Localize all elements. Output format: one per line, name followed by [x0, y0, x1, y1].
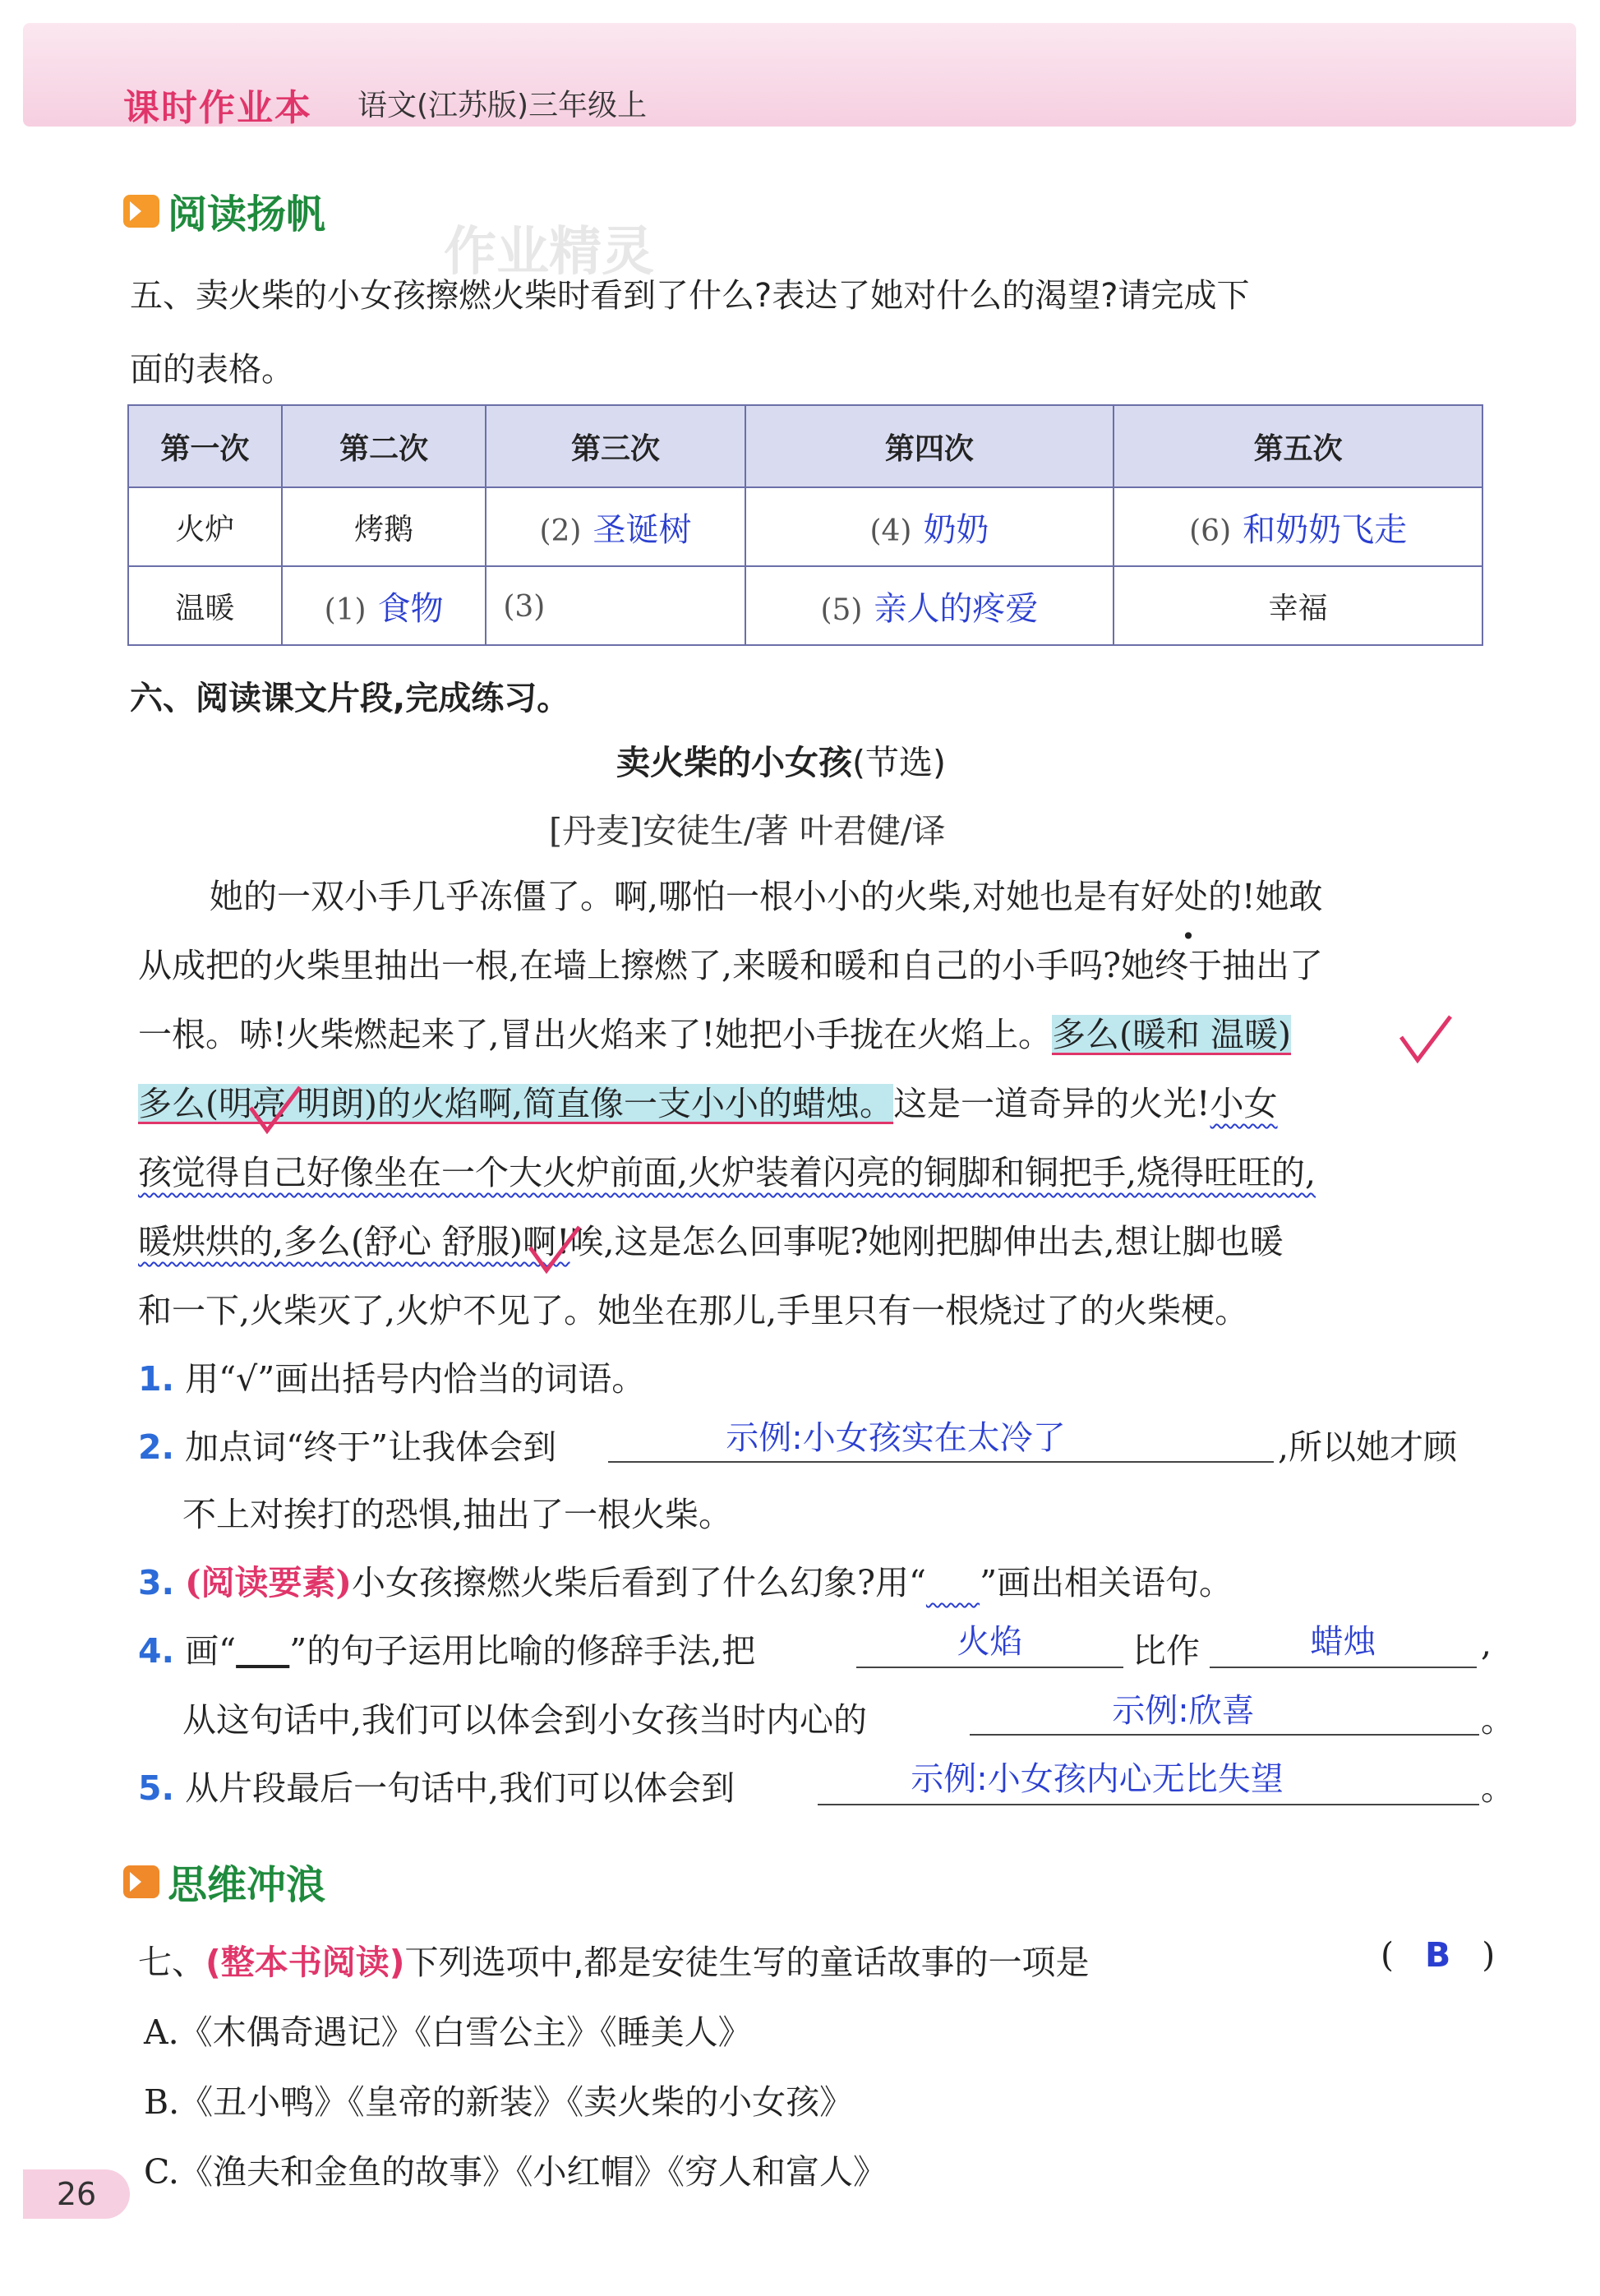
answer-line[interactable] [856, 1667, 1123, 1668]
q5-table [127, 404, 1483, 646]
table-row [128, 487, 1482, 566]
passage-author: [丹麦]安徒生/著 叶君健/译 [549, 811, 946, 851]
answer-line[interactable] [1210, 1667, 1477, 1668]
answer-text: 亲人的疼爱 [874, 589, 1039, 628]
item-5-end: 。 [1481, 1768, 1515, 1808]
passage-line: 从成把的火柴里抽出一根,在墙上擦燃了,来暖和暖和自己的小手吗?她终于抽出了 [138, 946, 1324, 985]
table-header: 第五次 [1114, 405, 1482, 487]
q7-question: 七、(整本书阅读)下列选项中,都是安徒生写的童话故事的一项是 [138, 1943, 1090, 1982]
item-2-cont: 不上对挨打的恐惧,抽出了一根火柴。 [182, 1495, 733, 1534]
item-4-cont: 从这句话中,我们可以体会到小女孩当时内心的 [182, 1700, 868, 1740]
table-cell[interactable]: (6) 和奶奶飞走 [1114, 487, 1482, 566]
q5-line1: 五、卖火柴的小女孩擦燃火柴时看到了什么?表达了她对什么的渴望?请完成下 [130, 277, 1250, 315]
answer-text: 圣诞树 [593, 510, 692, 549]
table-cell[interactable]: (5) 亲人的疼爱 [745, 566, 1114, 645]
table-row [128, 566, 1482, 645]
table-header-row [128, 405, 1482, 487]
option-b[interactable]: B.《丑小鸭》《皇帝的新装》《卖火柴的小女孩》 [144, 2082, 854, 2122]
checkmark-icon [1397, 1012, 1455, 1070]
section-wave-icon [123, 1865, 159, 1898]
item-2: 2. 加点词“终于”让我体会到 [138, 1427, 557, 1467]
answer-line[interactable] [608, 1461, 1274, 1463]
item-3: 3. (阅读要素)小女孩擦燃火柴后看到了什么幻象?用“ ”画出相关语句。 [138, 1563, 1233, 1602]
watermark: 作业精灵 [444, 222, 654, 283]
passage-line: 暖烘烘的,多么(舒心 舒服)啊!唉,这是怎么回事呢?她刚把脚伸出去,想让脚也暖 [138, 1222, 1284, 1261]
dotted-word: 终于 [1155, 946, 1223, 985]
page-number: 26 [23, 2169, 130, 2219]
section-flag-icon [123, 195, 159, 228]
answer-text: 食物 [377, 589, 444, 628]
passage-line: 和一下,火柴灭了,火炉不见了。她坐在那儿,手里只有一根烧过了的火柴梗。 [138, 1291, 1249, 1330]
table-header: 第一次 [128, 405, 282, 487]
answer-text: 示例:小女孩内心无比失望 [911, 1760, 1284, 1798]
table-header: 第三次 [486, 405, 745, 487]
passage-line [138, 1146, 1316, 1194]
passage-line: 一根。哧!火柴燃起来了,冒出火焰来了!她把小手拢在火焰上。多么(暖和 温暖) [138, 1015, 1292, 1054]
answer-text: 奶奶 [923, 510, 989, 549]
answer-text: 和奶奶飞走 [1243, 510, 1408, 549]
brand-title: 课时作业本 [123, 87, 312, 129]
simile-underline: 多么(明亮 明朗)的火焰啊,简直像一支小小的蜡烛。 [138, 1084, 894, 1123]
table-header: 第二次 [282, 405, 486, 487]
wavy-underline: 暖烘烘的,多么(舒心 舒服)啊! [138, 1222, 570, 1261]
passage-title: 卖火柴的小女孩(节选) [616, 743, 946, 782]
table-cell[interactable]: (2) 圣诞树 [486, 487, 745, 566]
section-reading-title: 阅读扬帆 [123, 182, 325, 239]
table-cell: 温暖 [128, 566, 282, 645]
answer-text: B [1425, 1935, 1451, 1975]
item-1: 1. 用“√”画出括号内恰当的词语。 [138, 1359, 646, 1399]
book-subtitle: 语文(江苏版)三年级上 [357, 89, 648, 122]
table-cell[interactable]: (1) 食物 [282, 566, 486, 645]
checkmark-icon [526, 1223, 583, 1280]
answer-text: 示例:欣喜 [1112, 1692, 1255, 1730]
q5-line2: 面的表格。 [130, 351, 294, 389]
q6-heading: 六、阅读课文片段,完成练习。 [130, 680, 570, 717]
item-4-comma: , [1481, 1624, 1492, 1663]
item-2-tail: ,所以她才顾 [1278, 1427, 1458, 1467]
table-cell[interactable]: (4) 奶奶 [745, 487, 1114, 566]
q7-answer[interactable]: ( B ) [1381, 1935, 1496, 1975]
table-cell: 烤鹅 [282, 487, 486, 566]
item-4: 4. 画“ ”的句子运用比喻的修辞手法,把 [138, 1631, 756, 1671]
simile-underline: 多么(暖和 温暖) [1051, 1015, 1292, 1054]
table-cell: 火炉 [128, 487, 282, 566]
answer-text: 示例:小女孩实在太冷了 [726, 1419, 1066, 1457]
option-c[interactable]: C.《渔夫和金鱼的故事》《小红帽》《穷人和富人》 [144, 2152, 887, 2192]
table-cell[interactable]: (3) [486, 566, 745, 645]
wavy-underline: 小女 [1210, 1084, 1278, 1123]
item-4-end: 。 [1481, 1700, 1515, 1740]
answer-text: 火焰 [957, 1623, 1023, 1661]
answer-line[interactable] [818, 1804, 1479, 1805]
table-cell: 幸福 [1114, 566, 1482, 645]
answer-text: 蜡烛 [1310, 1623, 1376, 1661]
passage-line: 多么(明亮 明朗)的火焰啊,简直像一支小小的蜡烛。这是一道奇异的火光!小女 [138, 1084, 1278, 1123]
item-4-mid: 比作 [1132, 1631, 1200, 1671]
checkmark-icon [247, 1083, 304, 1141]
answer-line[interactable] [970, 1734, 1479, 1736]
option-a[interactable]: A.《木偶奇遇记》《白雪公主》《睡美人》 [144, 2012, 752, 2052]
table-header: 第四次 [745, 405, 1114, 487]
wavy-underline: 孩觉得自己好像坐在一个大火炉前面,火炉装着闪亮的铜脚和铜把手,烧得旺旺的, [138, 1153, 1316, 1192]
section-thinking-title: 思维冲浪 [123, 1853, 325, 1910]
item-5: 5. 从片段最后一句话中,我们可以体会到 [138, 1768, 735, 1808]
passage-line: 她的一双小手几乎冻僵了。啊,哪怕一根小小的火柴,对她也是有好处的!她敢 [210, 877, 1323, 916]
